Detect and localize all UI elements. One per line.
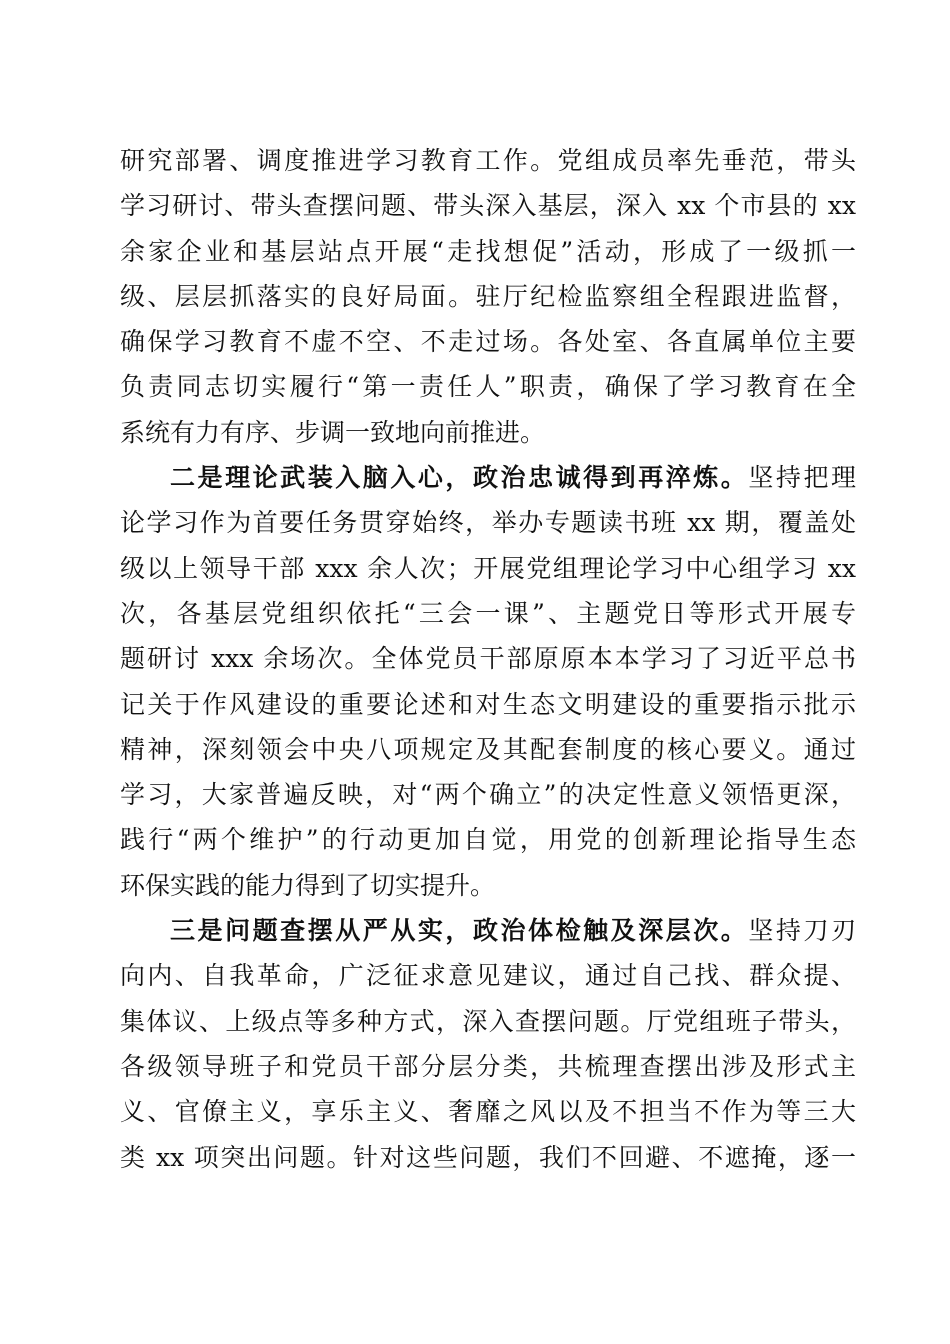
text-line: 各级领导班子和党员干部分层分类，共梳理查摆出涉及形式主 <box>120 1051 856 1081</box>
paragraph-first-line <box>120 455 856 500</box>
text-line: 余家企业和基层站点开展“走找想促”活动，形成了一级抓一 <box>120 236 856 266</box>
paragraph-1 <box>120 138 856 455</box>
text-line: 研究部署、调度推进学习教育工作。党组成员率先垂范，带头 <box>120 146 856 175</box>
text-line: 题研讨 xxx 余场次。全体党员干部原原本本学习了习近平总书 <box>120 644 856 674</box>
paragraph-heading-rest: 坚持刀刃 <box>748 916 856 946</box>
paragraph-heading: 三是问题查摆从严从实，政治体检触及深层次。 <box>170 916 749 946</box>
text-line: 践行“两个维护”的行动更加自觉，用党的创新理论指导生态 <box>120 825 856 855</box>
text-line: 向内、自我革命，广泛征求意见建议，通过自己找、群众提、 <box>120 961 856 991</box>
paragraph-first-line <box>120 908 856 953</box>
text-line: 记关于作风建设的重要论述和对生态文明建设的重要指示批示 <box>120 689 856 719</box>
text-line: 确保学习教育不虚不空、不走过场。各处室、各直属单位主要 <box>120 327 856 357</box>
text-line: 次，各基层党组织依托“三会一课”、主题党日等形式开展专 <box>120 598 856 628</box>
text-line: 精神，深刻领会中央八项规定及其配套制度的核心要义。通过 <box>120 734 856 764</box>
paragraph-3 <box>120 908 856 1180</box>
text-line: 类 xx 项突出问题。针对这些问题，我们不回避、不遮掩，逐一 <box>120 1142 856 1172</box>
text-line: 义、官僚主义，享乐主义、奢靡之风以及不担当不作为等三大 <box>120 1097 856 1127</box>
body-text <box>120 138 856 1180</box>
text-line: 集体议、上级点等多种方式，深入查摆问题。厅党组班子带头， <box>120 1006 856 1036</box>
text-line: 负责同志切实履行“第一责任人”职责，确保了学习教育在全 <box>120 372 856 402</box>
paragraph-heading: 二是理论武装入脑入心，政治忠诚得到再淬炼。 <box>170 463 749 493</box>
paragraph-2 <box>120 455 856 908</box>
text-line: 级、层层抓落实的良好局面。驻厅纪检监察组全程跟进监督， <box>120 281 856 311</box>
text-line: 论学习作为首要任务贯穿始终，举办专题读书班 xx 期，覆盖处 <box>120 508 856 538</box>
text-line: 学习，大家普遍反映，对“两个确立”的决定性意义领悟更深， <box>120 780 856 810</box>
paragraph-heading-rest: 坚持把理 <box>748 463 856 493</box>
text-line: 学习研讨、带头查摆问题、带头深入基层，深入 xx 个市县的 xx <box>120 191 856 221</box>
text-line: 级以上领导干部 xxx 余人次；开展党组理论学习中心组学习 xx <box>120 553 856 583</box>
text-line: 环保实践的能力得到了切实提升。 <box>120 870 496 900</box>
text-line: 系统有力有序、步调一致地向前推进。 <box>120 417 546 447</box>
